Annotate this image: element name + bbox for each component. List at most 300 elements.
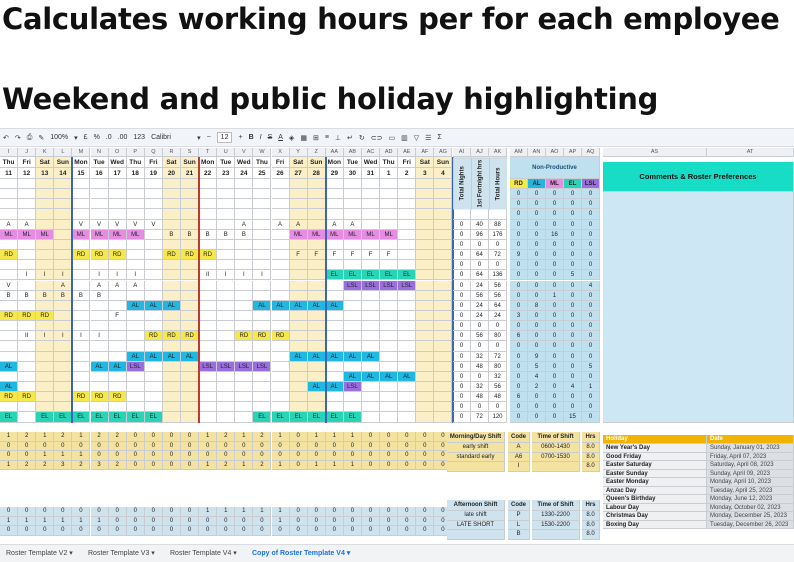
- roster-cell[interactable]: F: [362, 250, 380, 260]
- roster-cell[interactable]: [36, 220, 54, 230]
- totals-cell[interactable]: 0: [489, 341, 507, 351]
- roster-cell[interactable]: [18, 209, 36, 219]
- summary-cell[interactable]: 0: [344, 442, 362, 452]
- roster-cell[interactable]: RD: [181, 331, 199, 341]
- summary-cell[interactable]: 0: [380, 442, 398, 452]
- non-productive-cell[interactable]: 0: [510, 412, 528, 422]
- summary-cell[interactable]: 0: [145, 507, 163, 517]
- column-header[interactable]: Z: [308, 148, 326, 157]
- roster-cell[interactable]: B: [199, 230, 217, 240]
- roster-cell[interactable]: LSL: [127, 362, 145, 372]
- roster-cell[interactable]: [362, 260, 380, 270]
- non-productive-cell[interactable]: 0: [546, 250, 564, 260]
- summary-cell[interactable]: 0: [36, 442, 54, 452]
- summary-cell[interactable]: 0: [344, 507, 362, 517]
- roster-cell[interactable]: EL: [253, 412, 271, 422]
- roster-cell[interactable]: RD: [72, 250, 90, 260]
- roster-cell[interactable]: AL: [290, 352, 308, 362]
- non-productive-cell[interactable]: 0: [510, 352, 528, 362]
- roster-cell[interactable]: [380, 341, 398, 351]
- roster-cell[interactable]: [272, 291, 290, 301]
- non-productive-cell[interactable]: 0: [510, 321, 528, 331]
- shift-cell[interactable]: [447, 530, 505, 540]
- roster-cell[interactable]: [398, 382, 416, 392]
- roster-cell[interactable]: [235, 301, 253, 311]
- roster-cell[interactable]: [344, 321, 362, 331]
- roster-cell[interactable]: [344, 402, 362, 412]
- roster-cell[interactable]: [127, 402, 145, 412]
- summary-cell[interactable]: 0: [181, 442, 199, 452]
- totals-cell[interactable]: 48: [489, 392, 507, 402]
- non-productive-cell[interactable]: 0: [510, 209, 528, 219]
- roster-cell[interactable]: [36, 341, 54, 351]
- roster-cell[interactable]: [434, 189, 452, 199]
- roster-cell[interactable]: [217, 291, 235, 301]
- roster-cell[interactable]: [0, 321, 18, 331]
- summary-cell[interactable]: 0: [434, 451, 452, 461]
- roster-cell[interactable]: [181, 270, 199, 280]
- holiday-date-cell[interactable]: Monday, December 25, 2023: [707, 512, 794, 521]
- day-name-cell[interactable]: Thu: [380, 157, 398, 168]
- holiday-name-cell[interactable]: Easter Monday: [603, 478, 707, 487]
- summary-cell[interactable]: 2: [54, 432, 72, 442]
- column-header[interactable]: V: [235, 148, 253, 157]
- roster-cell[interactable]: [272, 240, 290, 250]
- non-productive-cell[interactable]: 0: [528, 281, 546, 291]
- summary-cell[interactable]: 1: [272, 507, 290, 517]
- roster-cell[interactable]: [308, 199, 326, 209]
- roster-cell[interactable]: [36, 392, 54, 402]
- roster-cell[interactable]: [18, 199, 36, 209]
- roster-cell[interactable]: [380, 321, 398, 331]
- roster-cell[interactable]: [36, 301, 54, 311]
- non-productive-cell[interactable]: 0: [528, 321, 546, 331]
- summary-cell[interactable]: 0: [109, 507, 127, 517]
- day-number-cell[interactable]: 11: [0, 168, 18, 179]
- summary-cell[interactable]: 0: [434, 507, 452, 517]
- roster-cell[interactable]: [181, 209, 199, 219]
- roster-cell[interactable]: [163, 412, 181, 422]
- roster-cell[interactable]: A: [91, 281, 109, 291]
- roster-cell[interactable]: [290, 270, 308, 280]
- column-header[interactable]: M: [72, 148, 90, 157]
- roster-cell[interactable]: [163, 281, 181, 291]
- non-productive-cell[interactable]: 0: [564, 331, 582, 341]
- roster-cell[interactable]: [181, 281, 199, 291]
- column-header[interactable]: AS: [603, 148, 707, 157]
- roster-cell[interactable]: [434, 392, 452, 402]
- roster-cell[interactable]: [217, 199, 235, 209]
- summary-cell[interactable]: 0: [380, 432, 398, 442]
- roster-cell[interactable]: AL: [0, 362, 18, 372]
- roster-cell[interactable]: [72, 341, 90, 351]
- roster-cell[interactable]: [0, 341, 18, 351]
- roster-cell[interactable]: [398, 301, 416, 311]
- column-header[interactable]: Q: [145, 148, 163, 157]
- summary-cell[interactable]: 0: [91, 442, 109, 452]
- non-productive-cell[interactable]: 0: [582, 412, 600, 422]
- totals-cell[interactable]: 0: [471, 260, 489, 270]
- roster-cell[interactable]: B: [0, 291, 18, 301]
- roster-cell[interactable]: [253, 392, 271, 402]
- roster-cell[interactable]: [54, 402, 72, 412]
- roster-cell[interactable]: [0, 352, 18, 362]
- font-size-decrease-button[interactable]: −: [206, 134, 211, 141]
- roster-cell[interactable]: AL: [109, 362, 127, 372]
- roster-cell[interactable]: [272, 362, 290, 372]
- roster-cell[interactable]: [362, 392, 380, 402]
- non-productive-cell[interactable]: 5: [528, 362, 546, 372]
- roster-cell[interactable]: [72, 402, 90, 412]
- undo-icon[interactable]: ↶: [3, 134, 9, 142]
- summary-cell[interactable]: 0: [362, 451, 380, 461]
- roster-cell[interactable]: [235, 392, 253, 402]
- non-productive-cell[interactable]: 0: [528, 412, 546, 422]
- shift-header[interactable]: Code: [508, 500, 530, 511]
- non-productive-cell[interactable]: 0: [564, 240, 582, 250]
- roster-cell[interactable]: [163, 199, 181, 209]
- non-productive-cell[interactable]: 0: [546, 402, 564, 412]
- non-productive-cell[interactable]: 0: [510, 189, 528, 199]
- roster-cell[interactable]: [18, 240, 36, 250]
- non-productive-cell[interactable]: 0: [510, 291, 528, 301]
- roster-cell[interactable]: [217, 281, 235, 291]
- summary-cell[interactable]: 0: [290, 451, 308, 461]
- roster-cell[interactable]: AL: [0, 382, 18, 392]
- roster-cell[interactable]: [163, 270, 181, 280]
- font-size-increase-button[interactable]: +: [238, 134, 243, 141]
- totals-cell[interactable]: 80: [489, 362, 507, 372]
- day-name-cell[interactable]: Fri: [398, 157, 416, 168]
- summary-cell[interactable]: 1: [235, 432, 253, 442]
- summary-cell[interactable]: 1: [308, 432, 326, 442]
- summary-cell[interactable]: 1: [308, 461, 326, 471]
- totals-cell[interactable]: 0: [471, 372, 489, 382]
- roster-cell[interactable]: [326, 199, 344, 209]
- roster-cell[interactable]: [272, 382, 290, 392]
- roster-cell[interactable]: [217, 321, 235, 331]
- roster-cell[interactable]: [109, 240, 127, 250]
- roster-cell[interactable]: [362, 341, 380, 351]
- summary-cell[interactable]: 0: [181, 507, 199, 517]
- summary-cell[interactable]: 0: [416, 461, 434, 471]
- roster-cell[interactable]: [235, 291, 253, 301]
- summary-cell[interactable]: 0: [127, 461, 145, 471]
- roster-cell[interactable]: [290, 199, 308, 209]
- totals-cell[interactable]: 24: [489, 311, 507, 321]
- summary-cell[interactable]: 0: [145, 526, 163, 536]
- roster-cell[interactable]: [434, 260, 452, 270]
- roster-cell[interactable]: [72, 352, 90, 362]
- roster-cell[interactable]: [434, 250, 452, 260]
- column-header[interactable]: K: [36, 148, 54, 157]
- non-productive-cell[interactable]: 4: [582, 281, 600, 291]
- non-productive-cell[interactable]: 0: [564, 260, 582, 270]
- summary-cell[interactable]: 0: [308, 526, 326, 536]
- totals-cell[interactable]: 0: [489, 321, 507, 331]
- roster-cell[interactable]: I: [36, 331, 54, 341]
- summary-cell[interactable]: 0: [18, 442, 36, 452]
- roster-cell[interactable]: [127, 392, 145, 402]
- totals-header[interactable]: Total Nights: [453, 157, 471, 209]
- non-productive-cell[interactable]: 0: [546, 240, 564, 250]
- non-productive-cell[interactable]: 0: [582, 230, 600, 240]
- roster-cell[interactable]: [36, 372, 54, 382]
- day-name-cell[interactable]: Wed: [362, 157, 380, 168]
- roster-cell[interactable]: ML: [36, 230, 54, 240]
- roster-cell[interactable]: [18, 341, 36, 351]
- totals-cell[interactable]: 56: [471, 291, 489, 301]
- roster-cell[interactable]: [344, 199, 362, 209]
- roster-cell[interactable]: [362, 301, 380, 311]
- holiday-name-cell[interactable]: Labour Day: [603, 504, 707, 513]
- summary-cell[interactable]: 1: [0, 517, 18, 527]
- totals-cell[interactable]: 136: [489, 270, 507, 280]
- non-productive-header[interactable]: EL: [564, 179, 582, 189]
- roster-cell[interactable]: [434, 402, 452, 412]
- shift-cell[interactable]: [532, 462, 580, 472]
- summary-cell[interactable]: 0: [54, 507, 72, 517]
- summary-cell[interactable]: 0: [398, 432, 416, 442]
- roster-cell[interactable]: [181, 402, 199, 412]
- summary-cell[interactable]: 0: [91, 451, 109, 461]
- roster-cell[interactable]: [36, 382, 54, 392]
- summary-cell[interactable]: 0: [326, 507, 344, 517]
- roster-cell[interactable]: [362, 179, 380, 189]
- roster-cell[interactable]: [326, 209, 344, 219]
- roster-cell[interactable]: [398, 341, 416, 351]
- summary-cell[interactable]: 2: [253, 461, 271, 471]
- day-number-cell[interactable]: 29: [326, 168, 344, 179]
- non-productive-cell[interactable]: 0: [546, 220, 564, 230]
- roster-cell[interactable]: F: [308, 250, 326, 260]
- non-productive-cell[interactable]: 0: [528, 392, 546, 402]
- roster-cell[interactable]: [253, 341, 271, 351]
- summary-cell[interactable]: 0: [398, 517, 416, 527]
- roster-cell[interactable]: RD: [0, 250, 18, 260]
- roster-cell[interactable]: [272, 392, 290, 402]
- roster-cell[interactable]: [217, 392, 235, 402]
- roster-cell[interactable]: [181, 199, 199, 209]
- roster-cell[interactable]: [235, 240, 253, 250]
- column-header[interactable]: T: [199, 148, 217, 157]
- day-number-cell[interactable]: 20: [163, 168, 181, 179]
- non-productive-cell[interactable]: 0: [510, 199, 528, 209]
- non-productive-cell[interactable]: 0: [582, 392, 600, 402]
- non-productive-cell[interactable]: 0: [582, 321, 600, 331]
- roster-cell[interactable]: B: [72, 291, 90, 301]
- totals-cell[interactable]: 0: [489, 240, 507, 250]
- non-productive-cell[interactable]: 0: [564, 199, 582, 209]
- holiday-date-cell[interactable]: Sunday, April 09, 2023: [707, 470, 794, 479]
- roster-cell[interactable]: [344, 189, 362, 199]
- roster-cell[interactable]: B: [217, 230, 235, 240]
- day-number-cell[interactable]: 13: [36, 168, 54, 179]
- column-header[interactable]: AE: [398, 148, 416, 157]
- non-productive-cell[interactable]: 0: [528, 199, 546, 209]
- roster-cell[interactable]: [308, 362, 326, 372]
- totals-cell[interactable]: 40: [471, 220, 489, 230]
- roster-cell[interactable]: [18, 301, 36, 311]
- totals-cell[interactable]: 56: [471, 331, 489, 341]
- roster-cell[interactable]: [36, 179, 54, 189]
- roster-cell[interactable]: [272, 281, 290, 291]
- totals-header[interactable]: Total Hours: [489, 157, 507, 209]
- roster-cell[interactable]: [434, 291, 452, 301]
- summary-cell[interactable]: 0: [163, 451, 181, 461]
- non-productive-cell[interactable]: 3: [510, 311, 528, 321]
- roster-cell[interactable]: [127, 250, 145, 260]
- roster-cell[interactable]: [326, 402, 344, 412]
- non-productive-cell[interactable]: 0: [510, 402, 528, 412]
- non-productive-cell[interactable]: 0: [582, 220, 600, 230]
- roster-cell[interactable]: ML: [308, 230, 326, 240]
- summary-cell[interactable]: 0: [416, 442, 434, 452]
- summary-cell[interactable]: 1: [344, 432, 362, 442]
- roster-cell[interactable]: [91, 341, 109, 351]
- roster-cell[interactable]: [326, 392, 344, 402]
- roster-cell[interactable]: EL: [398, 270, 416, 280]
- roster-cell[interactable]: [398, 402, 416, 412]
- summary-cell[interactable]: 0: [344, 526, 362, 536]
- non-productive-header[interactable]: AL: [528, 179, 546, 189]
- roster-cell[interactable]: [163, 189, 181, 199]
- roster-cell[interactable]: [272, 372, 290, 382]
- roster-cell[interactable]: [380, 220, 398, 230]
- roster-cell[interactable]: [145, 382, 163, 392]
- non-productive-cell[interactable]: 0: [546, 270, 564, 280]
- roster-cell[interactable]: [398, 412, 416, 422]
- roster-cell[interactable]: RD: [181, 250, 199, 260]
- roster-cell[interactable]: [380, 382, 398, 392]
- roster-cell[interactable]: [0, 331, 18, 341]
- roster-cell[interactable]: AL: [326, 382, 344, 392]
- column-header[interactable]: X: [272, 148, 290, 157]
- roster-cell[interactable]: [434, 220, 452, 230]
- column-header[interactable]: U: [217, 148, 235, 157]
- summary-cell[interactable]: 1: [326, 432, 344, 442]
- totals-cell[interactable]: 0: [453, 220, 471, 230]
- roster-cell[interactable]: [290, 240, 308, 250]
- summary-cell[interactable]: 0: [163, 442, 181, 452]
- summary-cell[interactable]: 0: [235, 451, 253, 461]
- roster-cell[interactable]: EL: [91, 412, 109, 422]
- roster-cell[interactable]: [398, 250, 416, 260]
- roster-cell[interactable]: [326, 240, 344, 250]
- roster-cell[interactable]: [18, 372, 36, 382]
- summary-cell[interactable]: 0: [72, 507, 90, 517]
- non-productive-cell[interactable]: 0: [546, 281, 564, 291]
- roster-cell[interactable]: EL: [362, 270, 380, 280]
- summary-cell[interactable]: 0: [72, 526, 90, 536]
- roster-cell[interactable]: I: [91, 270, 109, 280]
- roster-cell[interactable]: [308, 372, 326, 382]
- summary-cell[interactable]: 0: [145, 517, 163, 527]
- day-number-cell[interactable]: 31: [362, 168, 380, 179]
- roster-cell[interactable]: V: [0, 281, 18, 291]
- roster-cell[interactable]: I: [72, 331, 90, 341]
- roster-cell[interactable]: AL: [362, 372, 380, 382]
- day-number-cell[interactable]: 3: [416, 168, 434, 179]
- summary-cell[interactable]: 0: [181, 526, 199, 536]
- roster-cell[interactable]: [416, 352, 434, 362]
- fill-color-icon[interactable]: ◈: [288, 134, 295, 142]
- roster-cell[interactable]: RD: [36, 311, 54, 321]
- totals-cell[interactable]: 0: [453, 240, 471, 250]
- roster-cell[interactable]: [272, 352, 290, 362]
- roster-cell[interactable]: [253, 230, 271, 240]
- shift-cell[interactable]: 0600-1430: [532, 443, 580, 453]
- roster-cell[interactable]: EL: [145, 412, 163, 422]
- roster-cell[interactable]: [416, 301, 434, 311]
- summary-cell[interactable]: 0: [416, 517, 434, 527]
- totals-cell[interactable]: 0: [453, 362, 471, 372]
- totals-cell[interactable]: 48: [471, 392, 489, 402]
- totals-cell[interactable]: 0: [471, 402, 489, 412]
- day-name-cell[interactable]: Thu: [0, 157, 18, 168]
- roster-cell[interactable]: EL: [272, 412, 290, 422]
- roster-cell[interactable]: [145, 392, 163, 402]
- non-productive-cell[interactable]: 0: [564, 321, 582, 331]
- non-productive-cell[interactable]: 8: [528, 301, 546, 311]
- roster-cell[interactable]: LSL: [344, 382, 362, 392]
- non-productive-cell[interactable]: 0: [564, 372, 582, 382]
- non-productive-cell[interactable]: 0: [510, 301, 528, 311]
- roster-cell[interactable]: EL: [54, 412, 72, 422]
- roster-cell[interactable]: EL: [344, 270, 362, 280]
- roster-cell[interactable]: [54, 240, 72, 250]
- roster-cell[interactable]: [54, 220, 72, 230]
- roster-cell[interactable]: [416, 331, 434, 341]
- roster-cell[interactable]: EL: [326, 270, 344, 280]
- non-productive-cell[interactable]: 0: [564, 189, 582, 199]
- roster-cell[interactable]: [434, 352, 452, 362]
- non-productive-cell[interactable]: 0: [564, 220, 582, 230]
- roster-cell[interactable]: [290, 260, 308, 270]
- non-productive-cell[interactable]: 4: [528, 372, 546, 382]
- roster-cell[interactable]: I: [54, 331, 72, 341]
- roster-cell[interactable]: LSL: [380, 281, 398, 291]
- roster-cell[interactable]: [416, 362, 434, 372]
- column-header[interactable]: AI: [453, 148, 471, 157]
- totals-cell[interactable]: 88: [489, 220, 507, 230]
- day-number-cell[interactable]: 22: [199, 168, 217, 179]
- day-name-cell[interactable]: Sat: [163, 157, 181, 168]
- roster-cell[interactable]: [398, 209, 416, 219]
- summary-cell[interactable]: 0: [290, 507, 308, 517]
- roster-cell[interactable]: [127, 199, 145, 209]
- non-productive-cell[interactable]: 16: [546, 230, 564, 240]
- summary-cell[interactable]: 3: [91, 461, 109, 471]
- column-header[interactable]: R: [163, 148, 181, 157]
- roster-cell[interactable]: [163, 311, 181, 321]
- roster-cell[interactable]: F: [326, 250, 344, 260]
- roster-cell[interactable]: [18, 250, 36, 260]
- roster-cell[interactable]: [362, 402, 380, 412]
- summary-cell[interactable]: 0: [326, 442, 344, 452]
- shift-cell[interactable]: early shift: [447, 443, 505, 453]
- summary-cell[interactable]: 0: [272, 526, 290, 536]
- roster-cell[interactable]: AL: [326, 301, 344, 311]
- totals-cell[interactable]: 64: [489, 301, 507, 311]
- non-productive-cell[interactable]: 0: [528, 341, 546, 351]
- roster-cell[interactable]: [253, 209, 271, 219]
- strikethrough-button[interactable]: S: [267, 134, 273, 141]
- shift-cell[interactable]: late shift: [447, 511, 505, 521]
- zoom-select[interactable]: 100%: [50, 134, 69, 141]
- roster-cell[interactable]: [308, 281, 326, 291]
- roster-cell[interactable]: [18, 402, 36, 412]
